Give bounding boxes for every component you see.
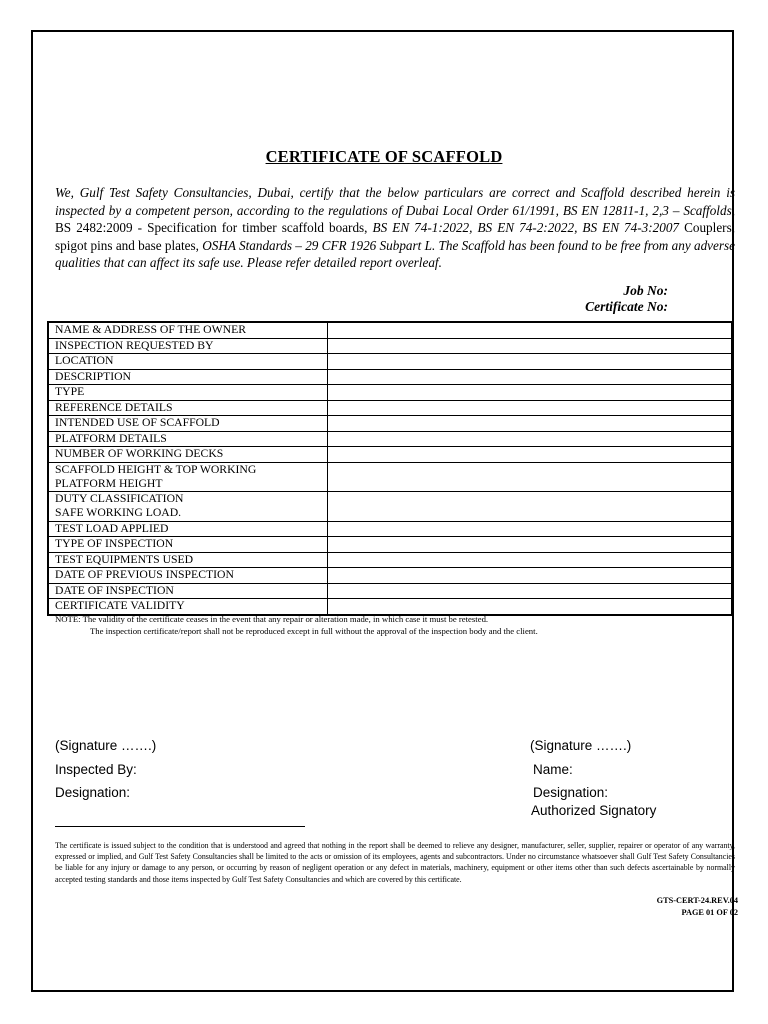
- field-label: [48, 521, 328, 537]
- field-label-text: NUMBER OF WORKING DECKS: [55, 447, 224, 460]
- details-table: [47, 321, 733, 616]
- authorizer-designation-label: Designation:: [533, 785, 609, 800]
- field-label-text: TEST EQUIPMENTS USED: [55, 552, 194, 566]
- table-row: [48, 599, 732, 615]
- table-row: [48, 568, 732, 584]
- field-label: [48, 552, 328, 568]
- document-reference: GTS-CERT-24.REV.04: [656, 896, 738, 905]
- field-value[interactable]: [328, 354, 733, 370]
- field-value[interactable]: [328, 400, 733, 416]
- field-label: [48, 416, 328, 432]
- table-row: [48, 447, 732, 463]
- field-value[interactable]: [328, 552, 733, 568]
- field-value[interactable]: [328, 462, 733, 492]
- field-label: [48, 354, 328, 370]
- validity-note: NOTE: The validity of the certificate ceases in the event that any repair or alteration made, in which case it must be retested.: [55, 614, 489, 624]
- table-row: [48, 354, 732, 370]
- table-row: [48, 552, 732, 568]
- table-row: [48, 492, 732, 522]
- field-value[interactable]: [328, 599, 733, 615]
- field-label-text: DESCRIPTION: [55, 369, 131, 383]
- authorizer-signature: (Signature …….): [530, 738, 632, 753]
- field-label-text: DUTY CLASSIFICATION: [55, 492, 184, 505]
- inspected-by-label: Inspected By:: [55, 762, 137, 777]
- field-label-text: TYPE: [55, 385, 85, 398]
- field-label-text: NAME & ADDRESS OF THE OWNER: [55, 323, 247, 336]
- disclaimer-text: The certificate is issued subject to the condition that is understood and agreed that nothing in the report shall be deemed to relieve any designer, manufacturer, seller, supplier, repairer or operator of any warranty, expressed or implied, and Gulf Test Safety Consultancies shall be limited to the acts or omission of its employees, agents and subcontractors. Under no circumstance whatsoever shall Gulf Test Safety Consultancies be liable for any injury or damage to any person, or occurring by reason of negligent operation or any defect in materials, machinery, equipment or other items other than such defects ascertainable by normally accepted testing standards and those items inspected by Gulf Test Safety Consultancies and which are covered by this certificate.: [55, 841, 735, 884]
- job-no-label: Job No:: [623, 283, 668, 298]
- page-number: PAGE 01 OF 02: [681, 908, 738, 917]
- field-value[interactable]: [328, 521, 733, 537]
- table-row: [48, 400, 732, 416]
- field-label-text: CERTIFICATE VALIDITY: [55, 599, 185, 612]
- field-label: [48, 338, 328, 354]
- field-value[interactable]: [328, 431, 733, 447]
- field-label: [48, 492, 328, 522]
- field-label-text: TEST LOAD APPLIED: [55, 521, 169, 535]
- field-value[interactable]: [328, 583, 733, 599]
- field-label: [48, 599, 328, 615]
- field-value[interactable]: [328, 322, 733, 338]
- table-row: [48, 322, 732, 338]
- intro-paragraph: [55, 184, 735, 272]
- field-label-text: LOCATION: [55, 354, 114, 367]
- divider: [55, 826, 305, 827]
- field-label-text-line2: PLATFORM HEIGHT: [55, 476, 163, 490]
- intro-text-2: BS 2482:2009 - Specification for timber scaffold boards,: [55, 220, 368, 235]
- field-label: [48, 431, 328, 447]
- table-row: [48, 583, 732, 599]
- intro-text-5: OSHA Standards – 29 CFR 1926 Subpart L. The Scaffold has been found to be free from any adverse qualities that can affect its safe use. Please refer detailed report overleaf.: [55, 237, 735, 270]
- reproduction-note: The inspection certificate/report shall not be reproduced except in full without the approval of the inspection body and the client.: [90, 626, 538, 636]
- inspector-designation-label: Designation:: [55, 785, 131, 800]
- table-row: [48, 431, 732, 447]
- field-value[interactable]: [328, 385, 733, 401]
- intro-text-4: Couplers, spigot pins and base plates,: [55, 220, 735, 253]
- field-label-text: DATE OF INSPECTION: [55, 583, 174, 597]
- table-row: [48, 385, 732, 401]
- field-label-text: SCAFFOLD HEIGHT & TOP WORKING: [55, 462, 257, 476]
- field-label: [48, 568, 328, 584]
- intro-text-3: BS EN 74-1:2022, BS EN 74-2:2022, BS EN 74-3:2007: [367, 220, 685, 235]
- table-row: [48, 369, 732, 385]
- field-label: [48, 583, 328, 599]
- field-value[interactable]: [328, 537, 733, 553]
- field-label-text: INSPECTION REQUESTED BY: [55, 338, 214, 352]
- field-label: [48, 462, 328, 492]
- field-label: [48, 400, 328, 416]
- table-row: [48, 416, 732, 432]
- table-row: [48, 338, 732, 354]
- field-label: [48, 537, 328, 553]
- field-label: [48, 322, 328, 338]
- certificate-no-label: Certificate No:: [585, 299, 668, 314]
- field-value[interactable]: [328, 369, 733, 385]
- field-label: [48, 369, 328, 385]
- field-label: [48, 385, 328, 401]
- field-label-text: REFERENCE DETAILS: [55, 400, 173, 414]
- field-label: [48, 447, 328, 463]
- table-row: [48, 537, 732, 553]
- table-row: [48, 521, 732, 537]
- field-value[interactable]: [328, 492, 733, 522]
- field-label-text: TYPE OF INSPECTION: [55, 537, 174, 550]
- intro-text-1: We, Gulf Test Safety Consultancies, Dubai, certify that the below particulars are correct and Scaffold described herein is inspected by a competent person, according to the regulations of Dubai Local Order 61/1991, BS EN 12811-1, 2,3 – Scaffolds,: [55, 185, 735, 218]
- field-label-text: PLATFORM DETAILS: [55, 431, 167, 445]
- field-value[interactable]: [328, 447, 733, 463]
- field-value[interactable]: [328, 338, 733, 354]
- field-label-text: INTENDED USE OF SCAFFOLD: [55, 416, 220, 429]
- authorized-signatory-label: Authorized Signatory: [531, 803, 657, 818]
- field-label-text-line2: SAFE WORKING LOAD.: [55, 506, 182, 519]
- inspector-signature: (Signature …….): [55, 738, 157, 753]
- field-value[interactable]: [328, 568, 733, 584]
- table-row: [48, 462, 732, 492]
- authorizer-name-label: Name:: [533, 762, 573, 777]
- field-value[interactable]: [328, 416, 733, 432]
- field-label-text: DATE OF PREVIOUS INSPECTION: [55, 568, 234, 581]
- page-title: CERTIFICATE OF SCAFFOLD: [265, 147, 503, 166]
